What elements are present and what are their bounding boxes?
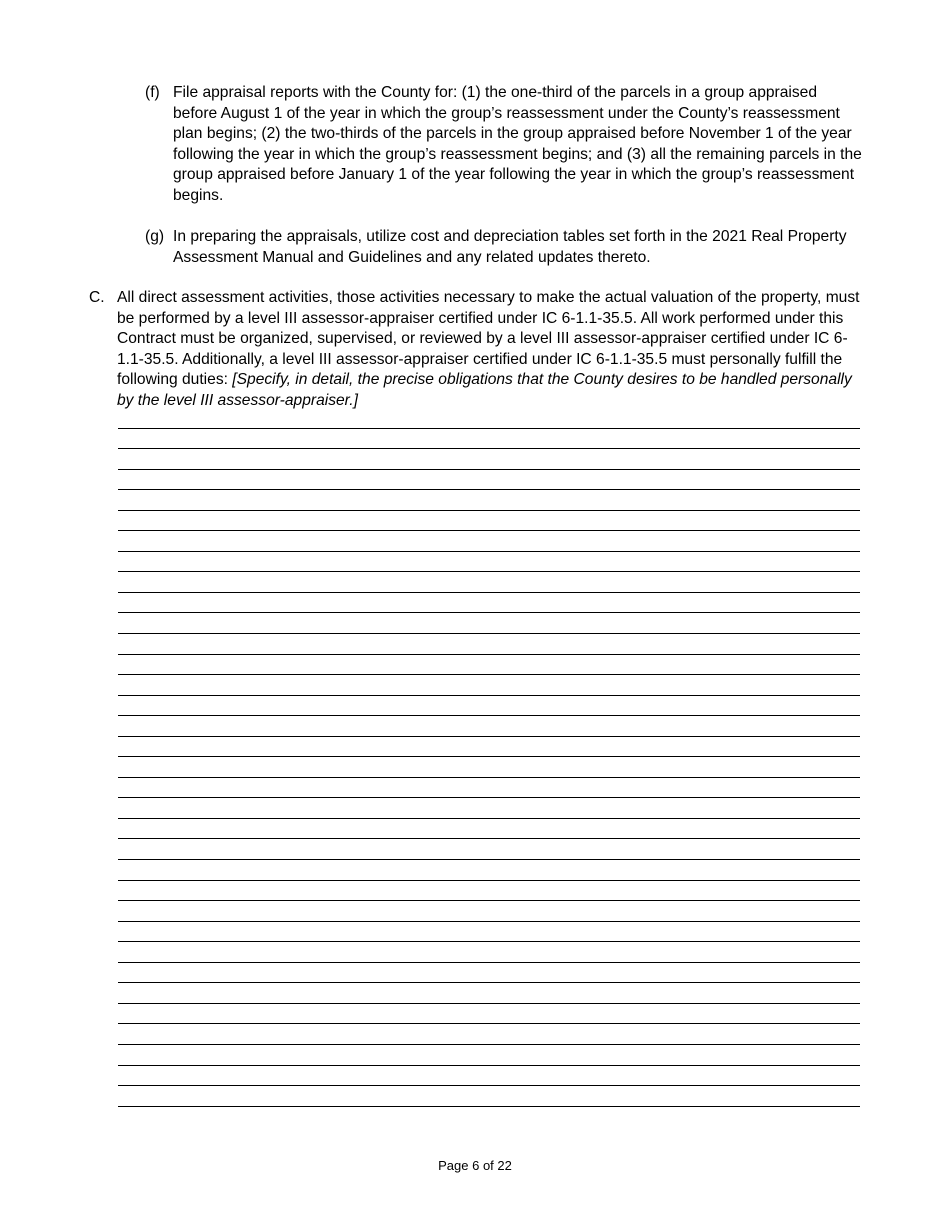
- blank-line[interactable]: [118, 757, 860, 778]
- blank-line[interactable]: [118, 860, 860, 881]
- blank-line[interactable]: [118, 613, 860, 634]
- blank-line[interactable]: [118, 470, 860, 491]
- blank-line[interactable]: [118, 655, 860, 676]
- section-instruction-c: [Specify, in detail, the precise obligations that the County desires to be handled personally by the level III assessor-appraiser.]: [117, 371, 852, 409]
- list-item-f: [145, 83, 865, 206]
- blank-line[interactable]: [118, 408, 860, 429]
- section-text-c: [117, 288, 865, 411]
- blank-line[interactable]: [118, 737, 860, 758]
- blank-line[interactable]: [118, 429, 860, 450]
- list-text-f: File appraisal reports with the County for: (1) the one-third of the parcels in a group appraised before August 1 of the year in which the group’s reassessment under the County’s reassessment plan begins; (2) the two-thirds of the parcels in the group appraised before November 1 of the year following the year in which the group’s reassessment begins; and (3) all the remaining parcels in the group appraised before January 1 of the year following the year in which the group’s reassessment begins.: [173, 84, 862, 204]
- blank-line[interactable]: [118, 819, 860, 840]
- blank-line[interactable]: [118, 1066, 860, 1087]
- blank-line[interactable]: [118, 696, 860, 717]
- blank-line[interactable]: [118, 490, 860, 511]
- blank-line[interactable]: [118, 901, 860, 922]
- blank-line[interactable]: [118, 552, 860, 573]
- section-c: [89, 288, 865, 411]
- blank-line[interactable]: [118, 511, 860, 532]
- blank-line[interactable]: [118, 531, 860, 552]
- blank-line[interactable]: [118, 593, 860, 614]
- blank-line[interactable]: [118, 1004, 860, 1025]
- list-marker-g: (g): [145, 228, 165, 245]
- blank-line[interactable]: [118, 634, 860, 655]
- blank-line[interactable]: [118, 983, 860, 1004]
- blank-line[interactable]: [118, 572, 860, 593]
- blank-line[interactable]: [118, 449, 860, 470]
- blank-line[interactable]: [118, 839, 860, 860]
- blank-line[interactable]: [118, 1045, 860, 1066]
- section-body-c: All direct assessment activities, those activities necessary to make the actual valuation of the property, must be performed by a level III assessor-appraiser certified under IC 6-1.1-35.5. All work performed under this Contract must be organized, supervised, or reviewed by a level III assessor-appraiser certified under IC 6-1.1-35.5. Additionally, a level III assessor-appraiser certified under IC 6-1.1-35.5 must personally fulfill the following duties:: [117, 289, 860, 388]
- blank-line[interactable]: [118, 798, 860, 819]
- list-marker-f: (f): [145, 84, 160, 101]
- blank-line[interactable]: [118, 675, 860, 696]
- blank-line[interactable]: [118, 716, 860, 737]
- list-text-g: In preparing the appraisals, utilize cost and depreciation tables set forth in the 2021 Real Property Assessment Manual and Guidelines and any related updates thereto.: [173, 228, 847, 266]
- blank-line[interactable]: [118, 1024, 860, 1045]
- list-item-g: [145, 227, 865, 268]
- section-marker-c: C.: [89, 289, 105, 306]
- blank-fill-lines[interactable]: [118, 408, 860, 1107]
- page-footer: Page 6 of 22: [438, 1158, 512, 1173]
- blank-line[interactable]: [118, 1086, 860, 1107]
- blank-line[interactable]: [118, 963, 860, 984]
- blank-line[interactable]: [118, 778, 860, 799]
- blank-line[interactable]: [118, 942, 860, 963]
- blank-line[interactable]: [118, 922, 860, 943]
- blank-line[interactable]: [118, 881, 860, 902]
